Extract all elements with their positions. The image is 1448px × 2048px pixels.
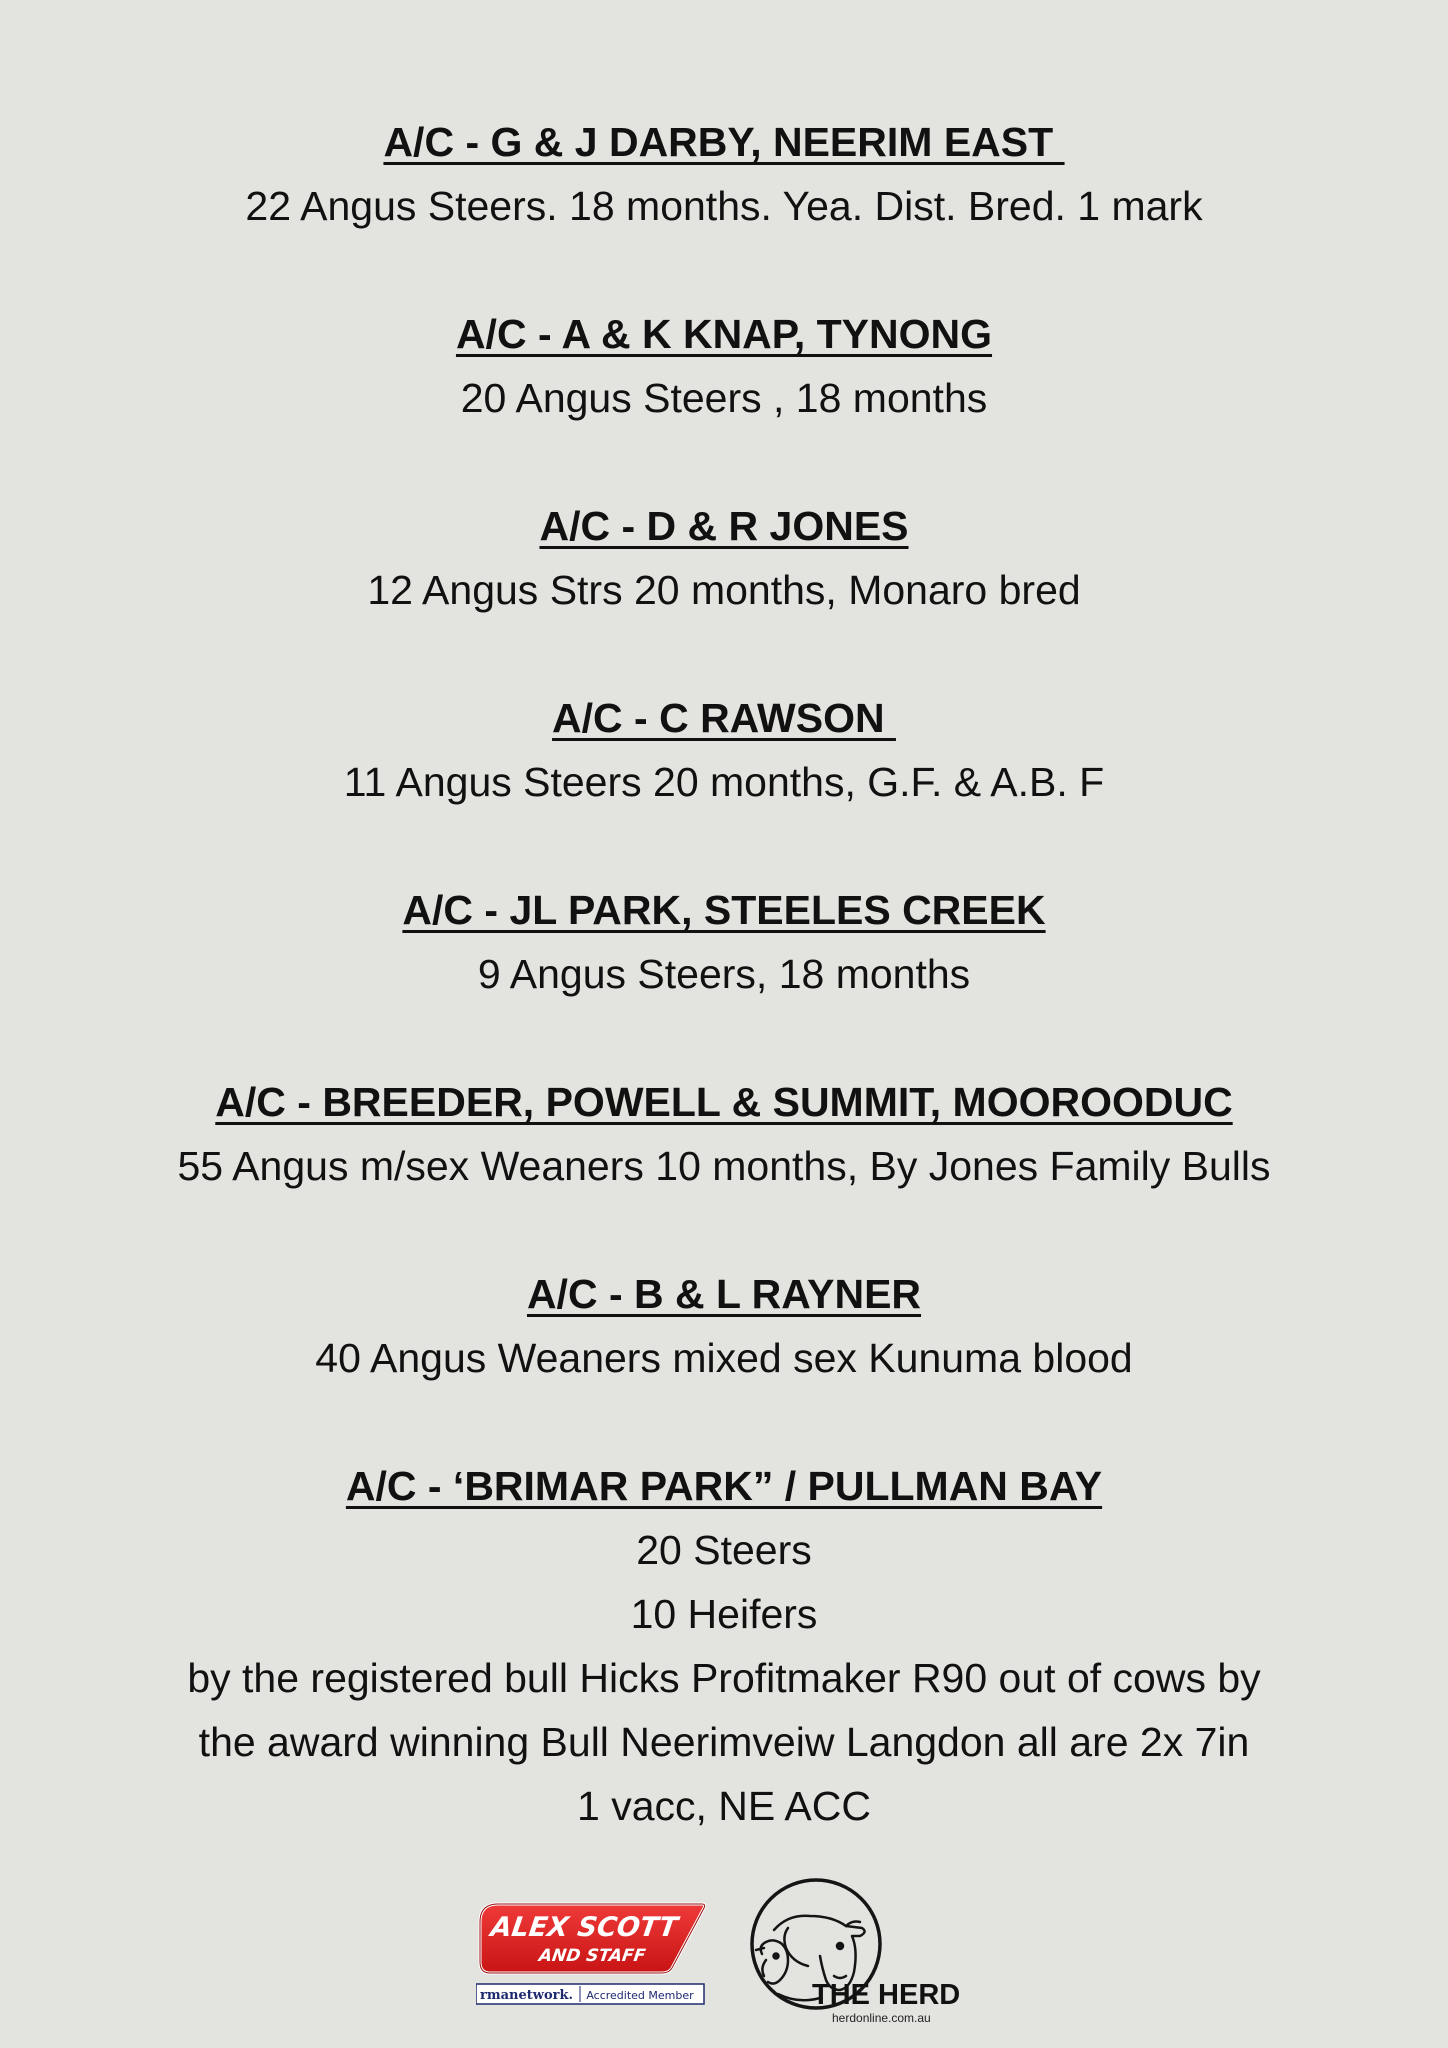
footer-logos [0,1876,1448,2048]
entry-description: 55 Angus m/sex Weaners 10 months, By Jones Family Bulls [177,1143,1271,1189]
rma-network-label: rmanetwork. [480,1988,573,2003]
listing-entry [0,878,1448,1006]
the-herd-url: herdonline.com.au [832,2011,931,2025]
listing-entry [0,686,1448,814]
entry-title: A/C - JL PARK, STEELES CREEK [402,887,1046,933]
entry-title: A/C - G & J DARBY, NEERIM EAST [383,119,1065,165]
alex-scott-line1: ALEX SCOTT [488,1912,680,1943]
entry-description: by the registered bull Hicks Profitmaker R90 out of cows by [187,1655,1261,1701]
entry-description: 12 Angus Strs 20 months, Monaro bred [367,567,1081,613]
listing-entry [0,1454,1448,1838]
entry-title: A/C - BREEDER, POWELL & SUMMIT, MOOROODUC [215,1079,1233,1125]
alex-scott-logo [476,1900,708,2010]
entry-description: 20 Angus Steers , 18 months [460,375,988,421]
entry-description: 11 Angus Steers 20 months, G.F. & A.B. F [343,759,1105,805]
entry-title: A/C - C RAWSON [552,695,896,741]
the-herd-name: THE HERD [812,1979,961,2011]
alex-scott-line2: AND STAFF [537,1946,647,1966]
listing-entry [0,1262,1448,1390]
entry-title: A/C - B & L RAYNER [526,1271,922,1317]
entry-title: A/C - D & R JONES [539,503,909,549]
entry-description: 40 Angus Weaners mixed sex Kunuma blood [315,1335,1133,1381]
listing-entry [0,494,1448,622]
entry-description: 22 Angus Steers. 18 months. Yea. Dist. Bred. 1 mark [245,183,1203,229]
entry-description: 9 Angus Steers, 18 months [477,951,971,997]
entry-title: A/C - A & K KNAP, TYNONG [455,311,993,357]
accredited-member-label: Accredited Member [586,1989,694,2002]
entry-description: 20 Steers [636,1527,812,1573]
entry-title: A/C - ‘BRIMAR PARK” / PULLMAN BAY [345,1463,1103,1509]
entry-description: 1 vacc, NE ACC [577,1783,871,1829]
entry-description: the award winning Bull Neerimveiw Langdon all are 2x 7in [198,1719,1250,1765]
listing-entry [0,302,1448,430]
listing-entry [0,110,1448,238]
entry-description: 10 Heifers [630,1591,818,1637]
listing-entry [0,1070,1448,1198]
listing-entries [0,110,1448,1902]
